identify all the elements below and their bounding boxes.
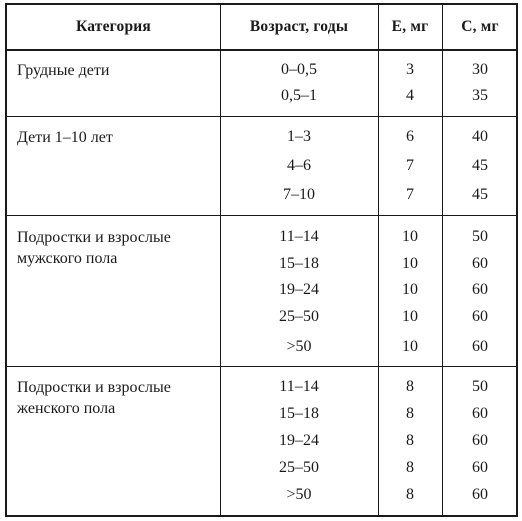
age-cell: 0,5–1	[281, 87, 317, 104]
c-cell: 60	[472, 459, 488, 476]
e-cell: 7	[406, 157, 414, 174]
e-cell: 7	[406, 186, 414, 203]
group-divider	[7, 215, 516, 216]
category-line: Дети 1–10 лет	[17, 129, 113, 146]
nutrient-table	[5, 3, 518, 517]
age-cell: 11–14	[279, 378, 319, 395]
age-cell: 0–0,5	[281, 61, 317, 78]
e-cell: 10	[402, 281, 418, 298]
category-line: женского пола	[17, 400, 116, 417]
c-cell: 60	[472, 338, 488, 355]
c-cell: 30	[472, 61, 488, 78]
e-cell: 8	[406, 459, 414, 476]
age-cell: 25–50	[279, 459, 319, 476]
category-label	[17, 127, 217, 148]
c-cell: 45	[472, 157, 488, 174]
e-cell: 4	[406, 87, 414, 104]
c-cell: 45	[472, 186, 488, 203]
category-label	[17, 60, 217, 81]
e-cell: 6	[406, 128, 414, 145]
header-vitamin-e: Е, мг	[391, 18, 429, 35]
e-cell: 10	[402, 308, 418, 325]
category-line: Подростки и взрослые	[17, 379, 171, 396]
header-divider	[7, 49, 516, 51]
category-label	[17, 227, 217, 269]
e-cell: 8	[406, 432, 414, 449]
c-cell: 50	[472, 378, 488, 395]
c-cell: 60	[472, 308, 488, 325]
c-cell: 35	[472, 87, 488, 104]
age-cell: 4–6	[287, 157, 311, 174]
e-cell: 10	[402, 338, 418, 355]
age-cell: 19–24	[279, 281, 319, 298]
age-cell: >50	[286, 486, 312, 503]
e-cell: 8	[406, 486, 414, 503]
e-cell: 8	[406, 378, 414, 395]
c-cell: 60	[472, 432, 488, 449]
c-cell: 60	[472, 255, 488, 272]
e-cell: 10	[402, 255, 418, 272]
age-cell: 15–18	[279, 255, 319, 272]
c-cell: 40	[472, 128, 488, 145]
e-cell: 8	[406, 405, 414, 422]
e-cell: 10	[402, 228, 418, 245]
age-cell: 25–50	[279, 308, 319, 325]
age-cell: 11–14	[279, 228, 319, 245]
c-cell: 50	[472, 228, 488, 245]
category-label	[17, 377, 217, 419]
age-cell: 15–18	[279, 405, 319, 422]
group-divider	[7, 116, 516, 117]
category-line: мужского пола	[17, 250, 118, 267]
age-cell: 19–24	[279, 432, 319, 449]
e-cell: 3	[406, 61, 414, 78]
header-age: Возраст, годы	[249, 18, 349, 35]
header-vitamin-c: С, мг	[461, 18, 499, 35]
group-divider	[7, 366, 516, 367]
age-cell: >50	[286, 338, 312, 355]
header-category: Категория	[75, 18, 152, 35]
category-line: Подростки и взрослые	[17, 229, 171, 246]
c-cell: 60	[472, 486, 488, 503]
category-line: Грудные дети	[17, 62, 110, 79]
c-cell: 60	[472, 281, 488, 298]
c-cell: 60	[472, 405, 488, 422]
age-cell: 7–10	[283, 186, 315, 203]
age-cell: 1–3	[287, 128, 311, 145]
